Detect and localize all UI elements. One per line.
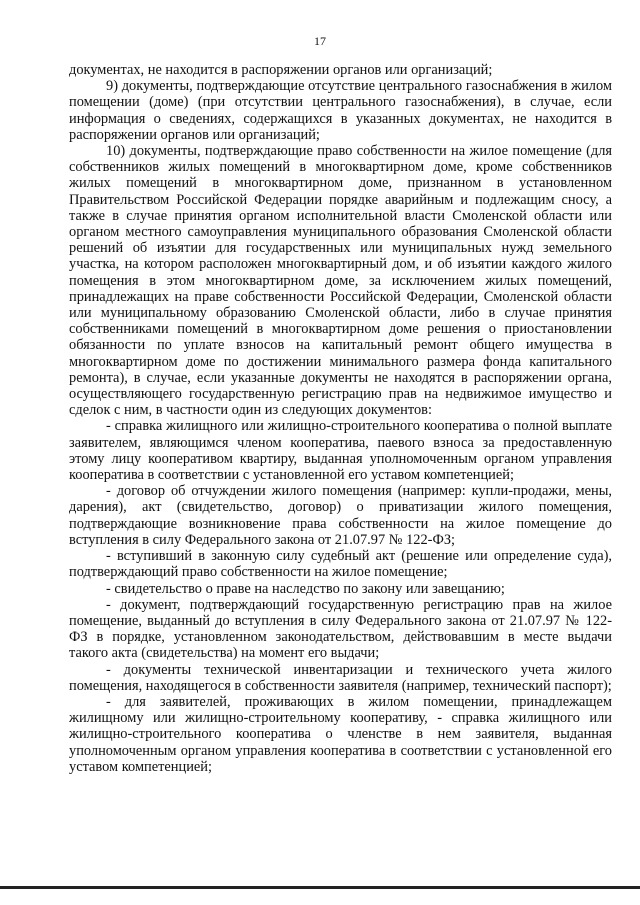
- paragraph-item-10: 10) документы, подтверждающие право собственности на жилое помещение (для собственников жилых помещений в многоквартирном доме, кроме собственников жилых помещений в многоквартирном доме, признанном в установленном Правительством Российской Федерации порядке аварийным и подлежащим сносу, а также в случае принятия органом исполнительной власти Смоленской области или органом местного самоуправления муниципального образования Смоленской области решений об изъятии для государственных или муниципальных нужд земельного участка, на котором расположен многоквартирный дом, и об изъятии каждого жилого помещения в этом многоквартирном доме, за исключением жилых помещений, принадлежащих на праве собственности Российской Федерации, Смоленской области или муниципальному образованию Смоленской области, либо в случае принятия собственниками помещений в многоквартирном доме решения о приостановлении обязанности по уплате взносов на капитальный ремонт общего имущества в многоквартирном доме по достижении минимального размера фонда капитального ремонта), в случае, если указанные документы не находятся в распоряжении органа, осуществляющего государственную регистрацию прав на недвижимое имущество и сделок с ним, в частности один из следующих документов:: [69, 143, 612, 419]
- bottom-divider: [0, 886, 640, 889]
- paragraph-bullet-court-act: - вступивший в законную силу судебный акт (решение или определение суда), подтверждающий право собственности на жилое помещение;: [69, 548, 612, 581]
- paragraph-bullet-alienation-contract: - договор об отчуждении жилого помещения (например: купли-продажи, мены, дарения), акт (свидетельство, договор) о приватизации жилого помещения, подтверждающие возникновение права собственности на жилое помещение до вступления в силу Федерального закона от 21.07.97 № 122-ФЗ;: [69, 483, 612, 548]
- paragraph-bullet-inheritance: - свидетельство о праве на наследство по закону или завещанию;: [106, 580, 505, 597]
- paragraph-bullet-registration-document: - документ, подтверждающий государственную регистрацию прав на жилое помещение, выданный до вступления в силу Федерального закона от 21.07.97 № 122-ФЗ в порядке, установленном законодательством, действовавшим в месте выдачи такого акта (свидетельства) на момент его выдачи;: [69, 596, 612, 662]
- page-number: 17: [314, 34, 326, 48]
- paragraph-item-9: 9) документы, подтверждающие отсутствие центрального газоснабжения в жилом помещении (доме) (при отсутствии центрального газоснабжения), в случае, если информация о сведениях, содержащихся в указанных документах, не находится в распоряжении органов или организаций;: [69, 78, 612, 143]
- paragraph-bullet-cooperative-membership: - для заявителей, проживающих в жилом помещении, принадлежащем жилищному или жилищно-строительному кооперативу, - справка жилищного или жилищно-строительного кооператива о членстве в нем заявителя, выданная уполномоченным органом управления кооператива в соответствии с установленной его уставом компетенцией;: [69, 693, 612, 775]
- paragraph-bullet-technical-inventory: - документы технической инвентаризации и технического учета жилого помещения, находящегося в собственности заявителя (например, технический паспорт);: [69, 661, 612, 694]
- paragraph-continuation: документах, не находится в распоряжении органов или организаций;: [69, 62, 493, 78]
- document-body: [69, 62, 612, 775]
- paragraph-bullet-cooperative-payment: - справка жилищного или жилищно-строительного кооператива о полной выплате заявителем, являющимся членом кооператива, паевого взноса за предоставленную этому лицу кооперативом квартиру, выданная уполномоченным органом управления кооператива в соответствии с установленной его уставом компетенцией;: [69, 418, 612, 484]
